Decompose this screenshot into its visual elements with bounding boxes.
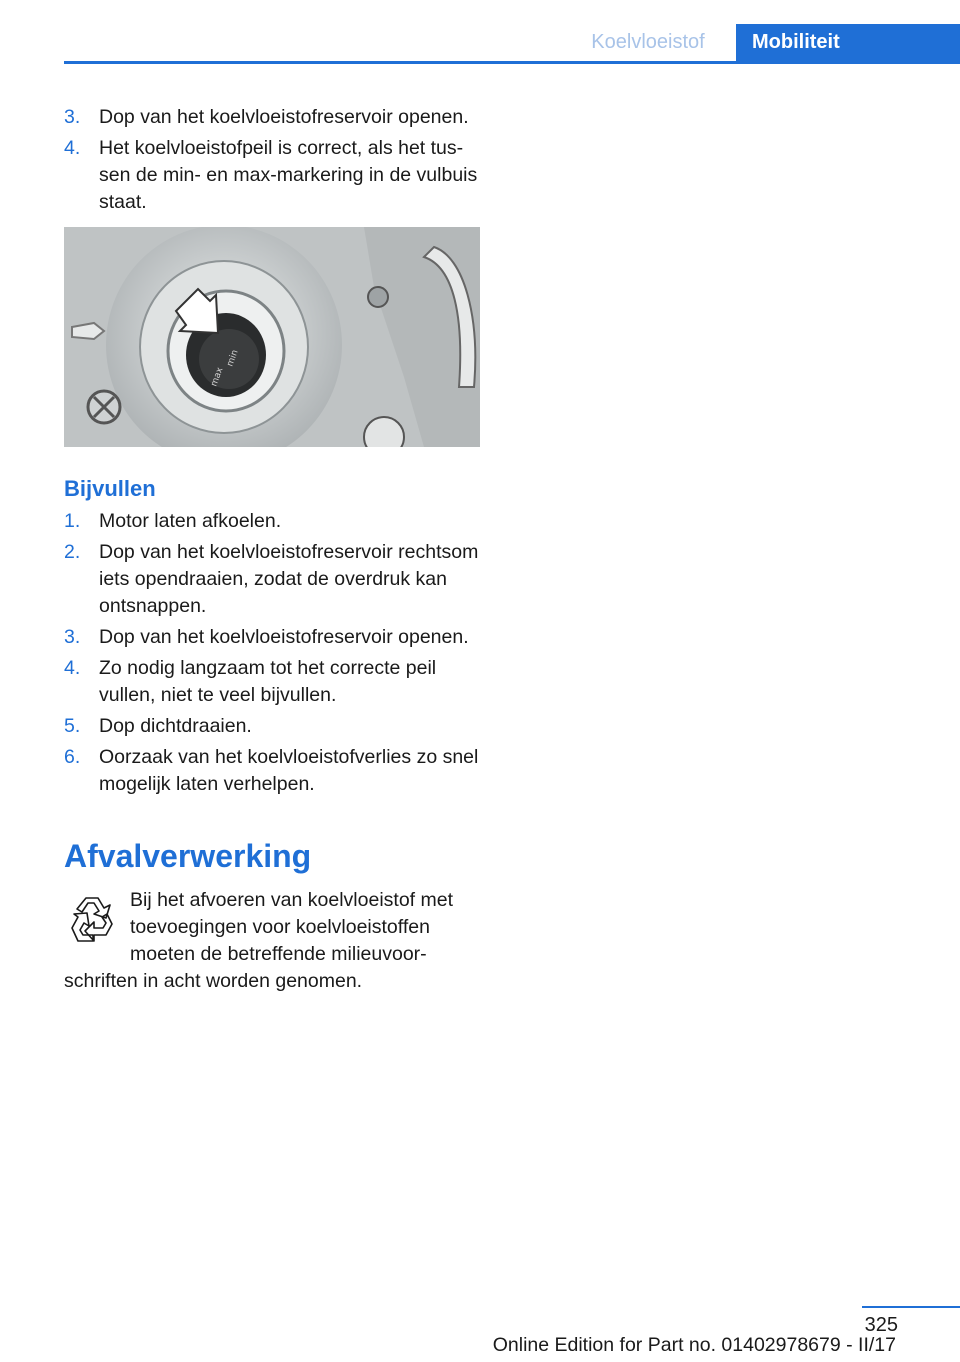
step-number: 1. bbox=[64, 510, 81, 532]
step-text: Het koelvloeistofpeil is correct, als het tussen de min- en max-markering in de vulbuis staat. bbox=[99, 137, 478, 213]
step-number: 2. bbox=[64, 541, 81, 563]
step-text: Dop van het koelvloeistofreservoir rechtsom iets opendraaien, zodat de overdruk kan ontsnappen. bbox=[99, 541, 479, 617]
cap-label-min: min bbox=[225, 348, 241, 369]
list-item bbox=[64, 508, 480, 535]
step-number: 6. bbox=[64, 746, 81, 768]
edition-note: Online Edition for Part no. 01402978679 - II/17 bbox=[492, 1334, 896, 1356]
step-text: Zo nodig langzaam tot het correcte peil vullen, niet te veel bijvullen. bbox=[99, 657, 437, 706]
step-text: Dop dichtdraaien. bbox=[99, 715, 252, 737]
page-number: 325 bbox=[864, 1314, 898, 1336]
list-item bbox=[64, 104, 480, 131]
list-item bbox=[64, 655, 480, 709]
step-text: Dop van het koelvloeistofreservoir openen. bbox=[99, 106, 469, 128]
step-number: 4. bbox=[64, 657, 81, 679]
header-rule bbox=[64, 61, 960, 64]
reservoir-illustration bbox=[64, 227, 480, 447]
header-chapter-tab: Mobiliteit bbox=[736, 24, 960, 61]
footer-rule bbox=[862, 1306, 960, 1308]
list-item bbox=[64, 744, 480, 798]
list-item bbox=[64, 624, 480, 651]
disposal-paragraph: Bij het afvoeren van koelvloeistof met toevoegingen voor koelvloeistoffen moeten de betreffende milieuvoorschriften in acht worden genomen. bbox=[64, 889, 454, 992]
disposal-text bbox=[64, 887, 474, 995]
step-text: Oorzaak van het koelvloeistofverlies zo snel mogelijk laten verhelpen. bbox=[99, 746, 479, 795]
step-number: 3. bbox=[64, 626, 81, 648]
steps-top bbox=[64, 104, 480, 220]
list-item bbox=[64, 135, 480, 216]
step-number: 4. bbox=[64, 137, 81, 159]
list-item bbox=[64, 713, 480, 740]
step-text: Dop van het koelvloeistofreservoir openen. bbox=[99, 626, 469, 648]
refill-steps bbox=[64, 508, 480, 802]
cap-label-max: max bbox=[209, 366, 226, 389]
list-item bbox=[64, 539, 480, 620]
coolant-reservoir-photo bbox=[64, 227, 480, 447]
header-section-title: Koelvloeistof bbox=[591, 31, 705, 53]
refill-heading: Bijvullen bbox=[64, 476, 156, 501]
disposal-heading: Afvalverwerking bbox=[64, 838, 312, 874]
step-number: 5. bbox=[64, 715, 81, 737]
step-text: Motor laten afkoelen. bbox=[99, 510, 282, 532]
step-number: 3. bbox=[64, 106, 81, 128]
